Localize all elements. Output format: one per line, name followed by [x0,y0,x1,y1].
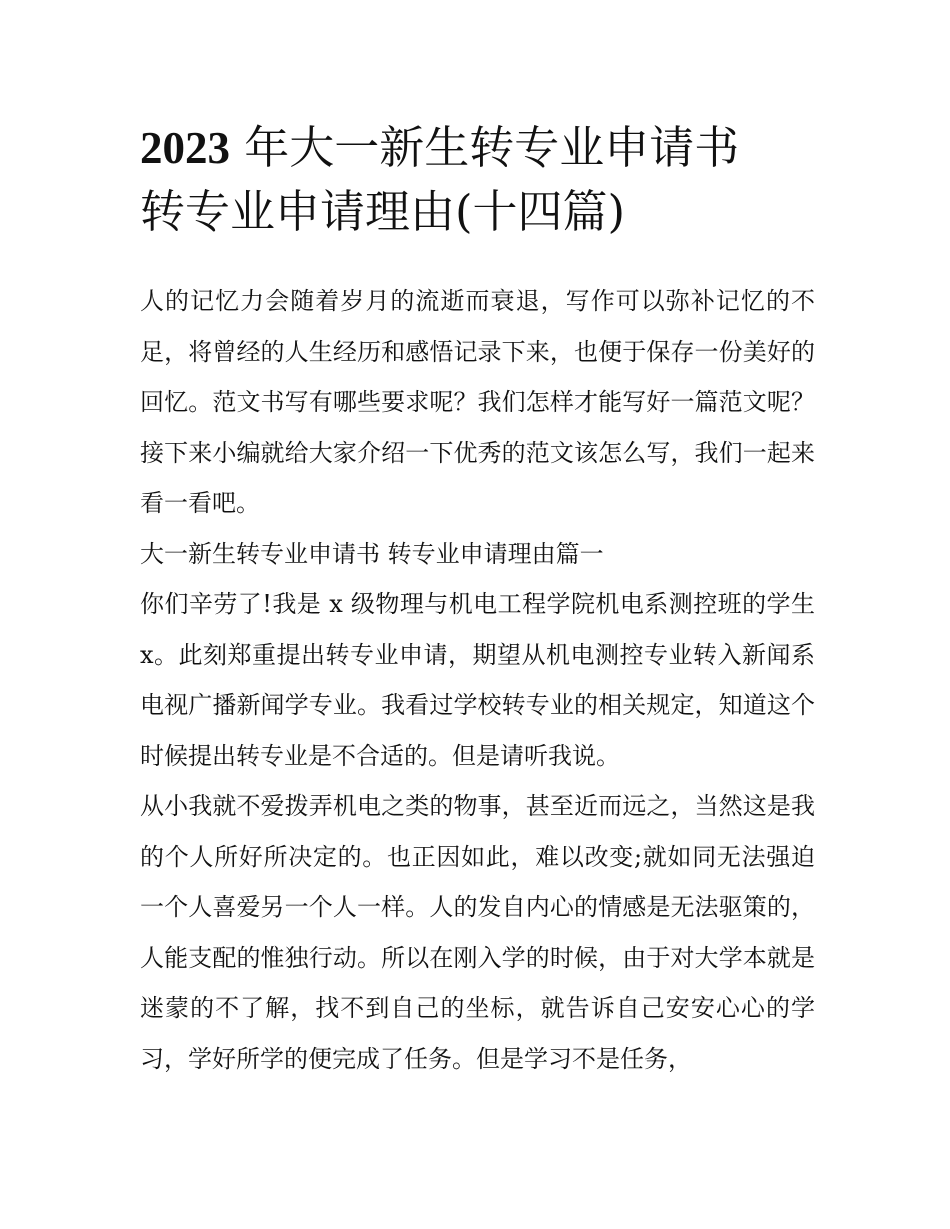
title-year: 2023 [140,123,230,173]
intro-paragraph: 人的记忆力会随着岁月的流逝而衰退，写作可以弥补记忆的不足，将曾经的人生经历和感悟记录下来，也便于保存一份美好的回忆。范文书写有哪些要求呢？我们怎样才能写好一篇范文呢？接下来小编就给大家介绍一下优秀的范文该怎么写，我们一起来看一看吧。 [140,287,815,517]
title-line-1 [140,116,815,180]
section-heading: 大一新生转专业申请书 转专业申请理由篇一 [140,539,604,568]
body-paragraph-1: 你们辛劳了!我是 x 级物理与机电工程学院机电系测控班的学生 x。此刻郑重提出转专业申请，期望从机电测控专业转入新闻系电视广播新闻学专业。我看过学校转专业的相关规定，知道这个时候提出转专业是不合适的。但是请听我说。 [140,590,815,770]
body-paragraph-2: 从小我就不爱拨弄机电之类的物事，甚至近而远之，当然这是我的个人所好所决定的。也正因如此，难以改变;就如同无法强迫一个人喜爱另一个人一样。人的发自内心的情感是无法驱策的，人能支配的惟独行动。所以在刚入学的时候，由于对大学本就是迷蒙的不了解，找不到自己的坐标，就告诉自己安安心心的学习，学好所学的便完成了任务。但是学习不是任务， [140,792,815,1073]
document-body [140,276,815,1084]
document-title [140,116,815,243]
title-line-2: 转专业申请理由(十四篇) [140,185,626,238]
title-line-1-text: 年大一新生转专业申请书 [230,121,740,174]
